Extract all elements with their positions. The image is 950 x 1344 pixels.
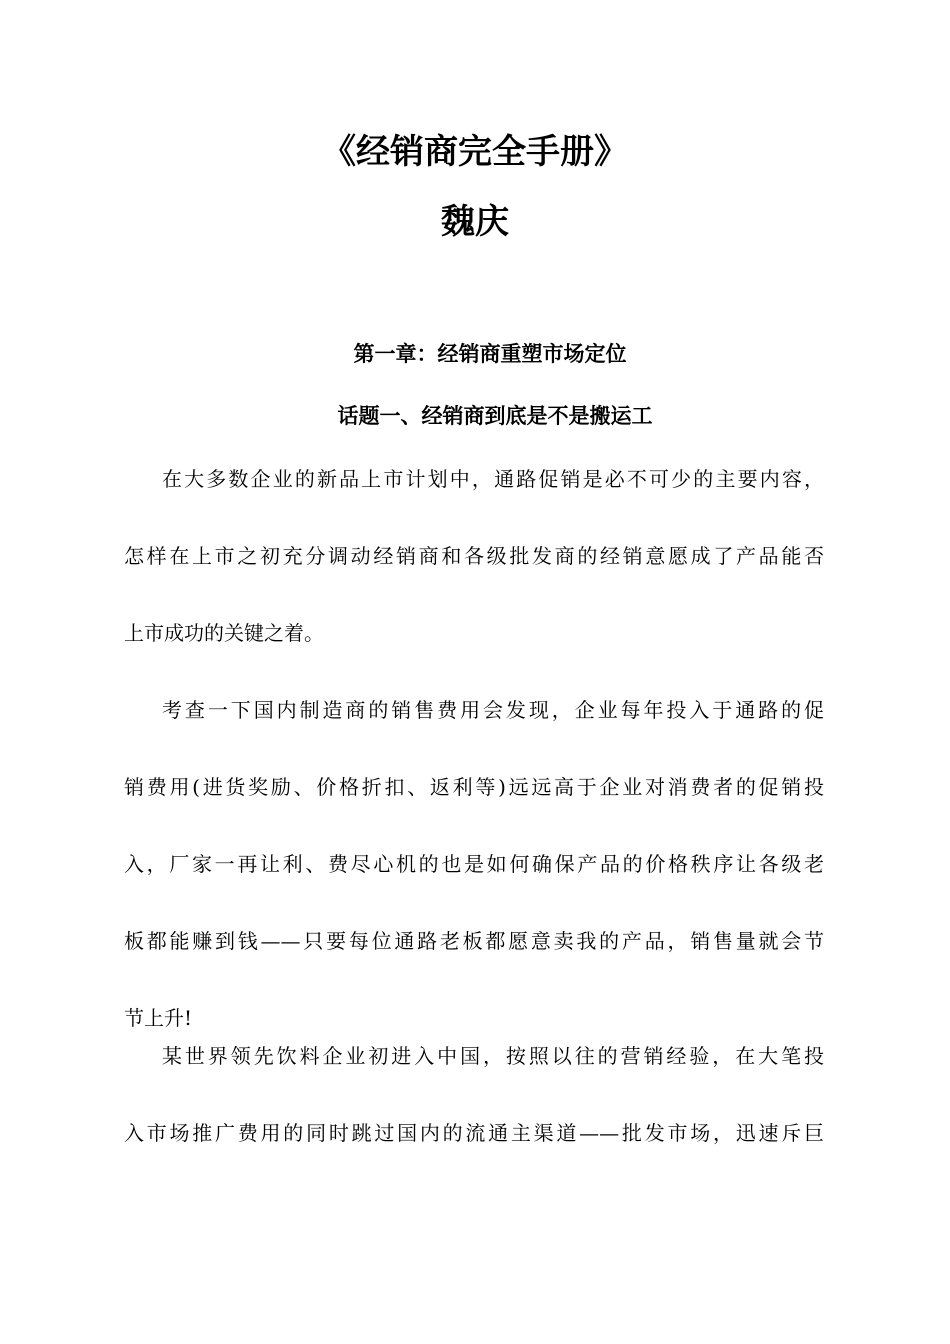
paragraph-1: [124, 441, 824, 672]
paragraph-2: [124, 672, 824, 1057]
paragraph-line: 某世界领先饮料企业初进入中国，按照以往的营销经验，在大笔投: [162, 1044, 824, 1068]
paragraph-line: 考查一下国内制造商的销售费用会发现，企业每年投入于通路的促: [162, 698, 824, 722]
book-title: 《经销商完全手册》: [322, 132, 628, 172]
author-name: 魏庆: [441, 202, 509, 242]
paragraph-line: 板都能赚到钱——只要每位通路老板都愿意卖我的产品，销售量就会节: [124, 929, 824, 953]
paragraph-line: 在大多数企业的新品上市计划中，通路促销是必不可少的主要内容，: [162, 467, 824, 491]
paragraph-line: 怎样在上市之初充分调动经销商和各级批发商的经销意愿成了产品能否: [124, 544, 824, 568]
paragraph-line: 入市场推广费用的同时跳过国内的流通主渠道——批发市场，迅速斥巨: [124, 1121, 824, 1145]
chapter-heading: 第一章：经销商重塑市场定位: [353, 341, 627, 366]
topic-heading: 话题一、经销商到底是不是搬运工: [337, 403, 653, 428]
paragraph-line: 入，厂家一再让利、费尽心机的也是如何确保产品的价格秩序让各级老: [124, 852, 824, 876]
paragraph-line: 上市成功的关键之着。: [124, 621, 324, 645]
paragraph-3: [124, 1018, 824, 1172]
paragraph-line: 销费用(进货奖励、价格折扣、返利等)远远高于企业对消费者的促销投: [124, 775, 824, 799]
paragraph-line: 节上升!: [124, 1006, 193, 1030]
